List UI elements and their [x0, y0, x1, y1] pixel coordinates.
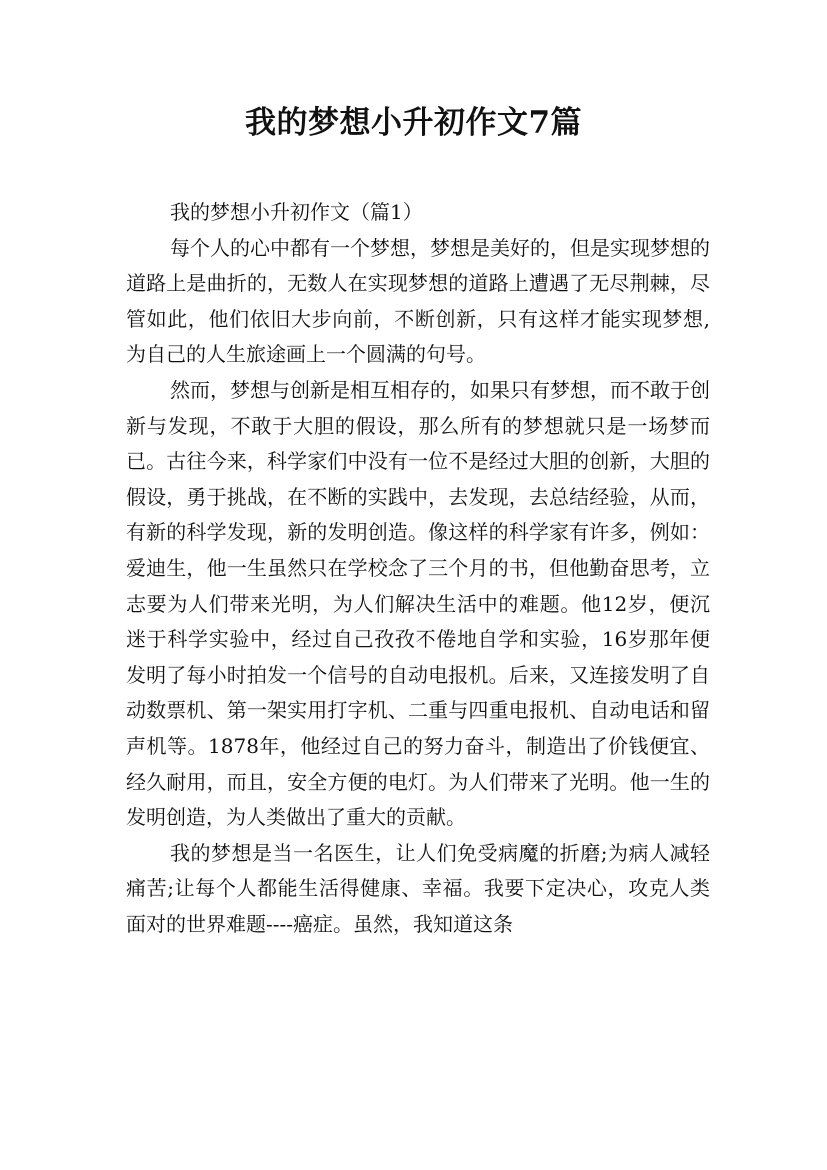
paragraph-1: 每个人的心中都有一个梦想，梦想是美好的，但是实现梦想的道路上是曲折的，无数人在实现梦想的道路上遭遇了无尽荆棘，尽管如此，他们依旧大步向前，不断创新，只有这样才能实现梦想,为自己的人生旅途画上一个圆满的句号。 — [126, 235, 710, 367]
section-heading: 我的梦想小升初作文（篇1） — [170, 200, 423, 224]
paragraph-2: 然而，梦想与创新是相互相存的，如果只有梦想，而不敢于创新与发现，不敢于大胆的假设，那么所有的梦想就只是一场梦而已。古往今来，科学家们中没有一位不是经过大胆的创新，大胆的假设，勇于挑战，在不断的实践中，去发现，去总结经验，从而，有新的科学发现，新的发明创造。像这样的科学家有许多，例如：爱迪生，他一生虽然只在学校念了三个月的书，但他勤奋思考，立志要为人们带来光明，为人们解决生活中的难题。他12岁，便沉迷于科学实验中，经过自己孜孜不倦地自学和实验，16岁那年便发明了每小时拍发一个信号的自动电报机。后来，又连接发明了自动数票机、第一架实用打字机、二重与四重电报机、自动电话和留声机等。1878年，他经过自己的努力奋斗，制造出了价钱便宜、经久耐用，而且，安全方便的电灯。为人们带来了光明。他一生的发明创造，为人类做出了重大的贡献。 — [126, 377, 710, 830]
document-body — [126, 195, 710, 942]
document-title: 我的梦想小升初作文7篇 — [244, 105, 583, 141]
paragraph-3: 我的梦想是当一名医生，让人们免受病魔的折磨;为病人减轻痛苦;让每个人都能生活得健康、幸福。我要下定决心，攻克人类面对的世界难题----癌症。虽然，我知道这条 — [126, 840, 710, 936]
